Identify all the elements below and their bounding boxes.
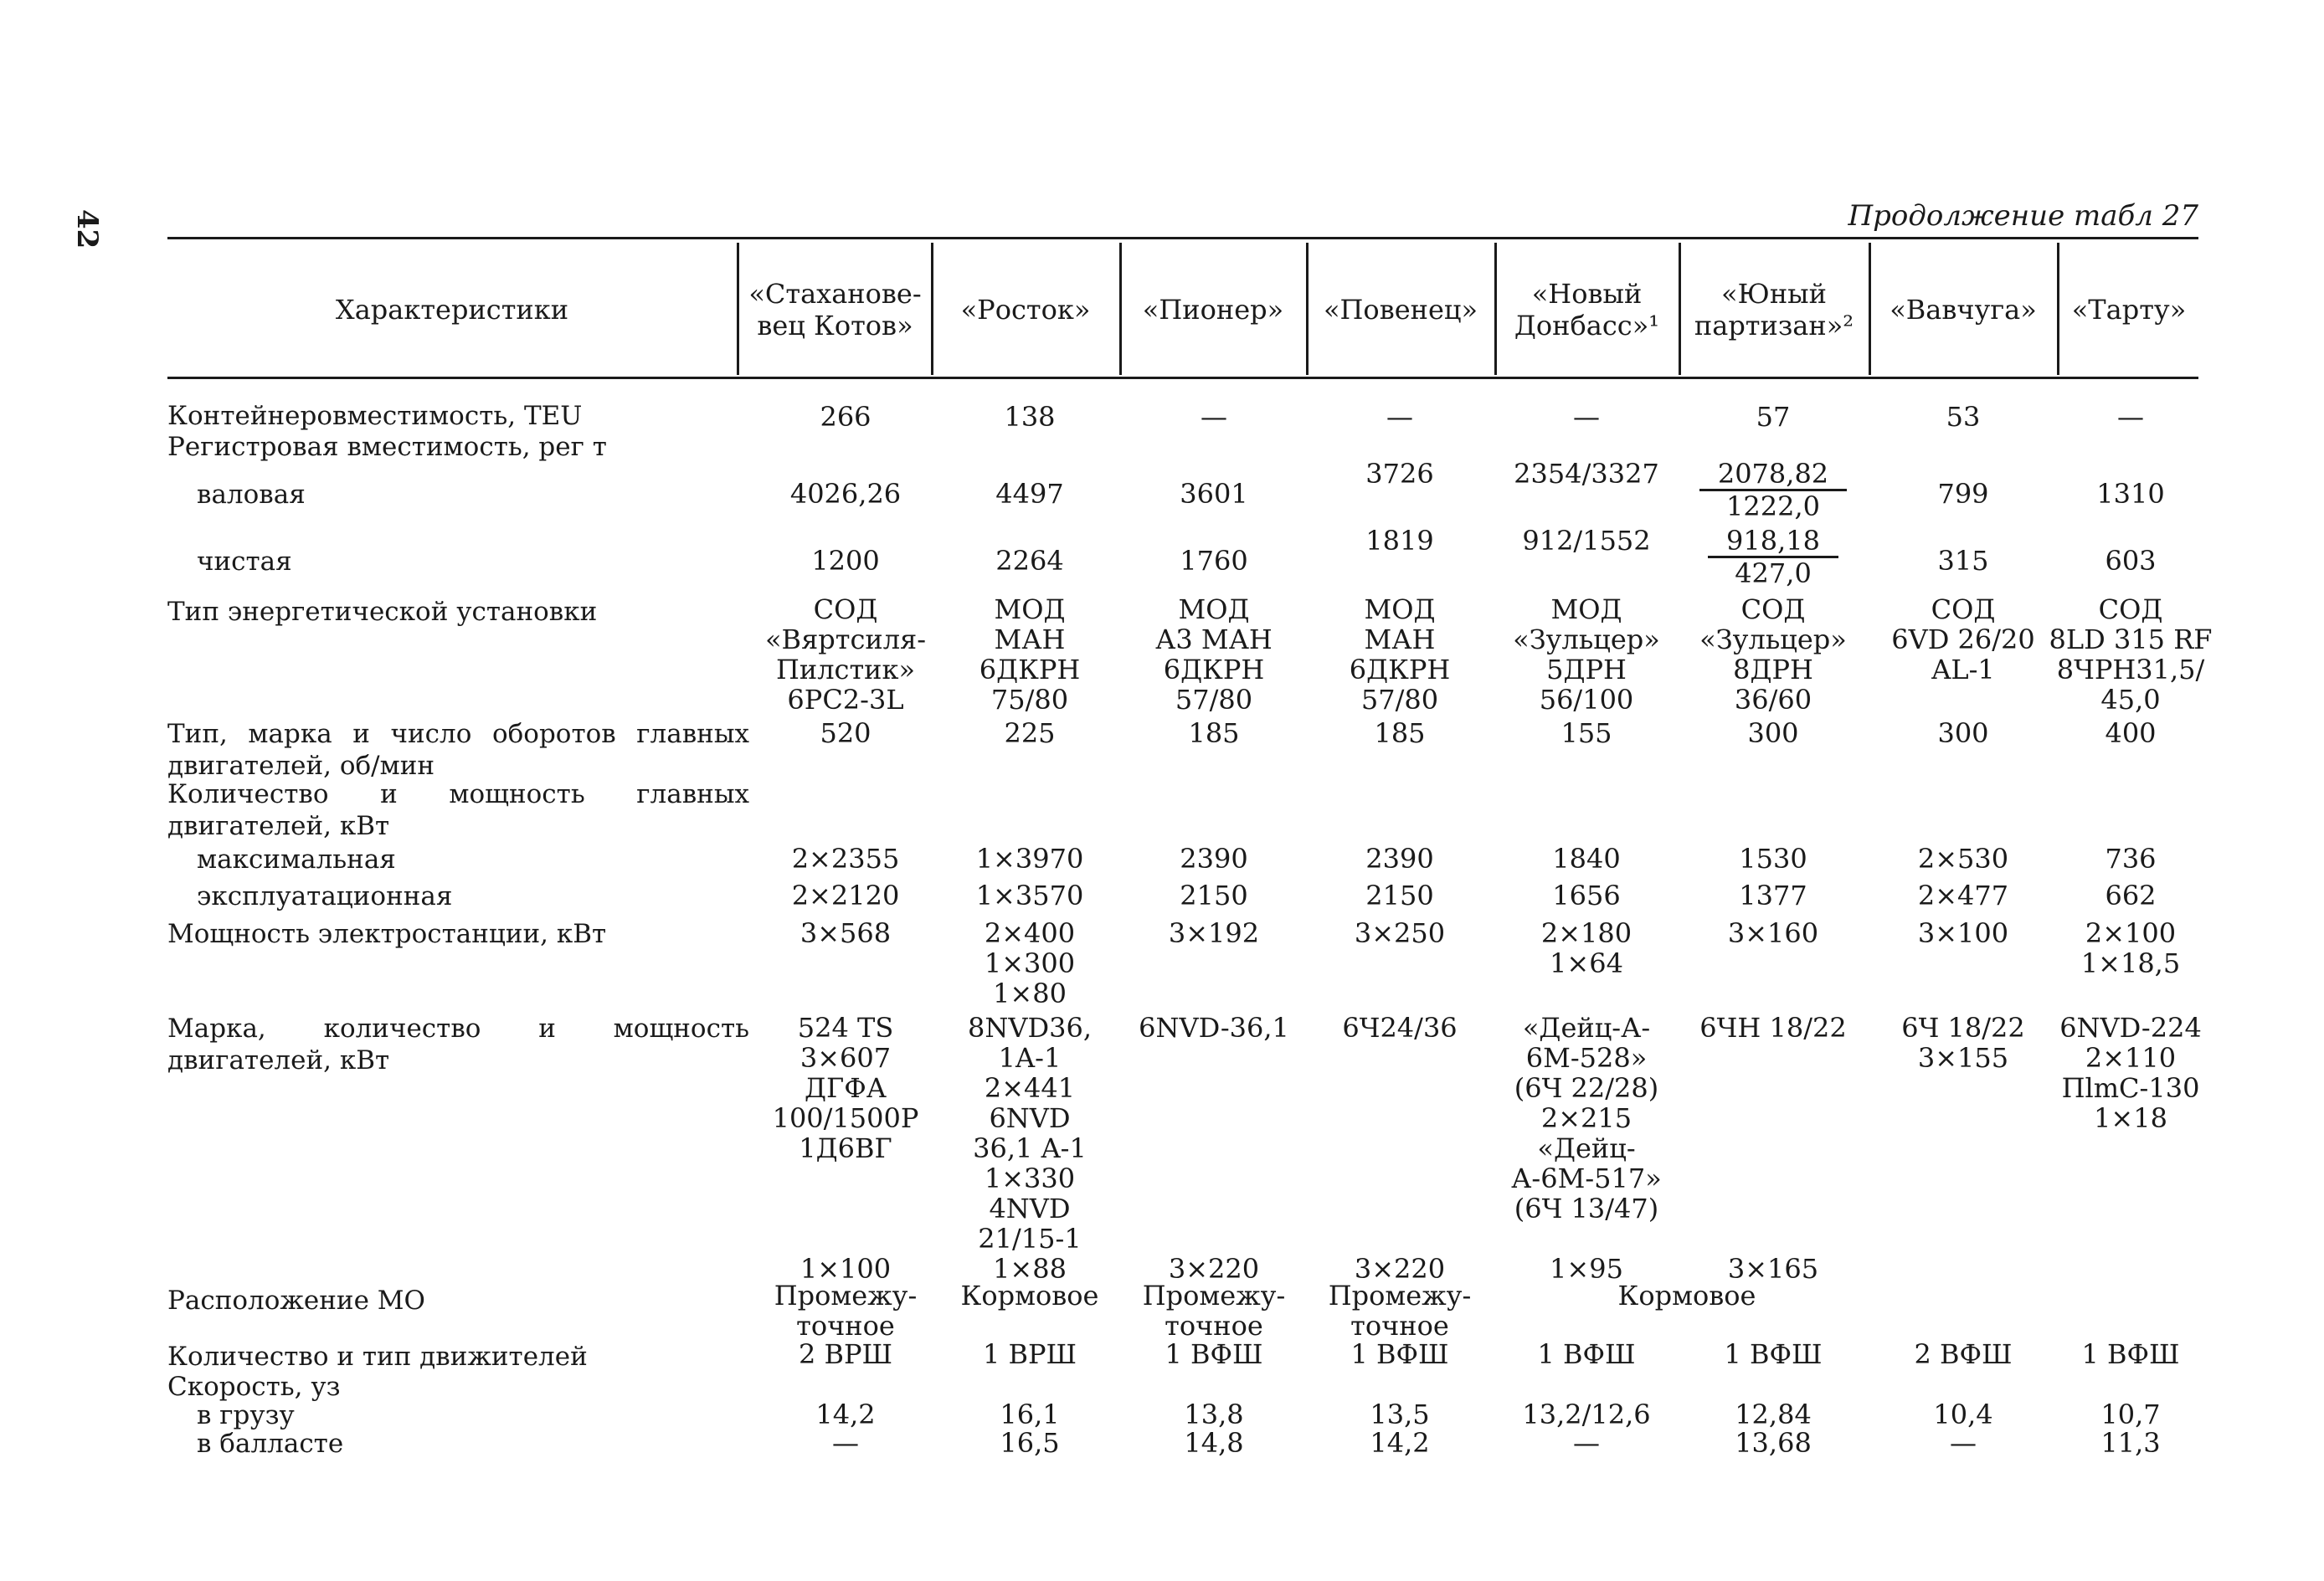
cell-power_type-1: СОД «Вяртсиля- Пилстик» 6PC2-3L	[764, 593, 927, 716]
cell-max_power-6: 1530	[1739, 843, 1807, 875]
cell-rpm-2: 225	[1004, 717, 1056, 749]
cell-plant_power-7: 3×100	[1917, 917, 2009, 949]
cell-propulsors-3: 1 ВФШ	[1165, 1338, 1263, 1370]
cell-plant_power-6: 3×160	[1727, 917, 1819, 949]
cell-max_power-1: 2×2355	[791, 843, 900, 875]
cell-max_power-2: 1×3970	[975, 843, 1084, 875]
row-label-power_type: Тип энергетической установки	[167, 597, 598, 627]
cell-engines-1: 524 TS 3×607 ДГФА 100/1500Р 1Д6ВГ 1×100	[772, 1012, 919, 1285]
cell-gross-5: 2354/3327	[1514, 458, 1659, 490]
cell-net-6	[1681, 526, 1865, 588]
header-ship-3: «Пионер»	[1142, 294, 1284, 326]
cell-oper_power-2: 1×3570	[975, 880, 1084, 911]
cell-propulsors-7: 2 ВФШ	[1914, 1338, 2013, 1370]
header-ship-7: «Вавчуга»	[1890, 294, 2037, 326]
row-label-max_power: максимальная	[197, 844, 396, 875]
cell-max_power-3: 2390	[1180, 843, 1248, 875]
cell-rpm-7: 300	[1937, 717, 1989, 749]
cell-oper_power-8: 662	[2105, 880, 2157, 911]
cell-containers-7: 53	[1946, 401, 1981, 433]
cell-gross-2: 4497	[995, 478, 1064, 510]
net-denominator: 427,0	[1735, 557, 1812, 589]
cell-propulsors-4: 1 ВФШ	[1350, 1338, 1449, 1370]
row-label-ballast: в балласте	[197, 1429, 344, 1459]
row-label-oper_power: эксплуатационная	[197, 881, 453, 911]
cell-propulsors-8: 1 ВФШ	[2081, 1338, 2180, 1370]
cell-laden-1: 14,2	[815, 1399, 876, 1430]
cell-oper_power-1: 2×2120	[791, 880, 900, 911]
cell-engine_room-1: Промежу- точное	[774, 1280, 918, 1342]
cell-gross-8: 1310	[2096, 478, 2165, 510]
cell-power_type-2: МОД МАН 6ДКРН 75/80	[979, 593, 1081, 716]
cell-laden-6: 12,84	[1735, 1399, 1812, 1430]
row-label-net: чистая	[197, 547, 292, 577]
cell-rpm-5: 155	[1560, 717, 1612, 749]
page-number: 42	[70, 209, 104, 249]
cell-containers-8: —	[2117, 401, 2144, 433]
cell-engines-8: 6NVD-224 2×110 ПlmС-130 1×18	[2059, 1012, 2202, 1134]
cell-propulsors-1: 2 ВРШ	[798, 1338, 893, 1370]
gross-numerator: 2078,82	[1699, 459, 1847, 491]
header-ship-1: «Стахановевец Котов»	[748, 278, 922, 341]
cell-engines-3: 6NVD-36,1 3×220	[1139, 1012, 1289, 1285]
cell-oper_power-5: 1656	[1552, 880, 1621, 911]
cell-engine_room-3: Промежу- точное	[1142, 1280, 1286, 1342]
cell-power_type-6: СОД «Зульцер» 8ДРН 36/60	[1699, 593, 1847, 716]
cell-oper_power-6: 1377	[1739, 880, 1807, 911]
row-label-gross: валовая	[197, 480, 306, 510]
row-label-speed: Скорость, уз	[167, 1372, 341, 1402]
row-label-engines: Марка, количество и мощность двигателей, кВт	[167, 1014, 749, 1075]
cell-laden-3: 13,8	[1184, 1399, 1244, 1430]
cell-plant_power-2: 2×400 1×300 1×80	[984, 917, 1076, 1009]
cell-ballast-1: —	[832, 1427, 859, 1459]
cell-max_power-7: 2×530	[1917, 843, 2009, 875]
cell-plant_power-3: 3×192	[1168, 917, 1260, 949]
column-divider	[737, 243, 739, 375]
cell-power_type-4: МОД МАН 6ДКРН 57/80	[1349, 593, 1451, 716]
table-caption: Продолжение табл 27	[1848, 199, 2198, 233]
cell-engine_room-2: Кормовое	[960, 1280, 1099, 1312]
cell-engines-4: 6Ч24/36 3×220	[1342, 1012, 1458, 1285]
cell-max_power-4: 2390	[1365, 843, 1434, 875]
cell-rpm-3: 185	[1188, 717, 1240, 749]
cell-ballast-5: —	[1573, 1427, 1600, 1459]
cell-laden-2: 16,1	[1000, 1399, 1060, 1430]
cell-net-2: 2264	[995, 545, 1064, 577]
row-label-containers: Контейнеровместимость, TEU	[167, 401, 583, 431]
cell-laden-5: 13,2/12,6	[1522, 1399, 1651, 1430]
cell-rpm-6: 300	[1747, 717, 1799, 749]
header-ship-2: «Росток»	[960, 294, 1091, 326]
cell-plant_power-5: 2×180 1×64	[1540, 917, 1632, 979]
cell-rpm-4: 185	[1374, 717, 1426, 749]
row-label-plant_power: Мощность электростанции, кВт	[167, 919, 607, 949]
header-ship-6: «Юный партизан»²	[1694, 278, 1854, 341]
cell-gross-6	[1681, 459, 1865, 521]
row-label-engine_room: Расположение МО	[167, 1286, 425, 1316]
cell-gross-1: 4026,26	[789, 478, 902, 510]
cell-ballast-8: 11,3	[2100, 1427, 2161, 1459]
row-label-propulsors: Количество и тип движителей	[167, 1342, 588, 1372]
cell-propulsors-5: 1 ВФШ	[1537, 1338, 1636, 1370]
header-bottom-rule	[167, 377, 2198, 379]
cell-containers-4: —	[1386, 401, 1413, 433]
cell-ballast-7: —	[1950, 1427, 1977, 1459]
cell-power_type-3: МОД А3 МАН 6ДКРН 57/80	[1155, 593, 1273, 716]
cell-max_power-8: 736	[2105, 843, 2157, 875]
header-characteristics: Характеристики	[335, 294, 569, 326]
cell-engines-6: 6ЧН 18/22 3×165	[1699, 1012, 1847, 1285]
cell-plant_power-4: 3×250	[1354, 917, 1446, 949]
cell-power_type-5: МОД «Зульцер» 5ДРН 56/100	[1513, 593, 1660, 716]
cell-oper_power-3: 2150	[1180, 880, 1248, 911]
cell-net-1: 1200	[811, 545, 880, 577]
cell-propulsors-6: 1 ВФШ	[1724, 1338, 1823, 1370]
cell-engines-2: 8NVD36, 1A-1 2×441 6NVD 36,1 A-1 1×330 4NVD 21/15-1 1×88	[967, 1012, 1092, 1285]
cell-plant_power-8: 2×100 1×18,5	[2080, 917, 2181, 979]
cell-net-7: 315	[1937, 545, 1989, 577]
cell-gross-3: 3601	[1180, 478, 1248, 510]
cell-max_power-5: 1840	[1552, 843, 1621, 875]
header-ship-4: «Повенец»	[1323, 294, 1478, 326]
cell-oper_power-4: 2150	[1365, 880, 1434, 911]
cell-power_type-8: СОД 8LD 315 RF 8ЧРН31,5/ 45,0	[2049, 593, 2213, 716]
cell-containers-6: 57	[1756, 401, 1791, 433]
cell-containers-2: 138	[1004, 401, 1056, 433]
gross-denominator: 1222,0	[1726, 490, 1820, 522]
header-ship-5: «Новый Донбасс»¹	[1514, 278, 1660, 341]
cell-propulsors-2: 1 ВРШ	[982, 1338, 1077, 1370]
cell-gross-7: 799	[1937, 478, 1989, 510]
cell-engines-7: 6Ч 18/22 3×155	[1901, 1012, 2025, 1074]
cell-engine_room-5: Кормовое	[1617, 1280, 1756, 1312]
cell-laden-4: 13,5	[1370, 1399, 1430, 1430]
cell-ballast-6: 13,68	[1735, 1427, 1812, 1459]
row-label-laden: в грузу	[197, 1400, 295, 1430]
cell-net-3: 1760	[1180, 545, 1248, 577]
net-numerator: 918,18	[1708, 526, 1838, 558]
cell-net-5: 912/1552	[1522, 525, 1651, 557]
row-label-register: Регистровая вместимость, рег т	[167, 432, 607, 462]
cell-laden-8: 10,7	[2100, 1399, 2161, 1430]
cell-laden-7: 10,4	[1933, 1399, 1993, 1430]
cell-containers-3: —	[1201, 401, 1227, 433]
cell-ballast-3: 14,8	[1184, 1427, 1244, 1459]
cell-containers-1: 266	[820, 401, 872, 433]
cell-oper_power-7: 2×477	[1917, 880, 2009, 911]
cell-engine_room-4: Промежу- точное	[1328, 1280, 1472, 1342]
cell-engines-5: «Дейц-А- 6М-528» (6Ч 22/28) 2×215 «Дейц- А-6М-517» (6Ч 13/47) 1×95	[1511, 1012, 1662, 1285]
row-label-rpm: Тип, марка и число оборотов главных двигателей, об/мин	[167, 719, 749, 781]
cell-gross-4: 3726	[1365, 458, 1434, 490]
table-top-rule	[167, 237, 2198, 239]
cell-ballast-2: 16,5	[1000, 1427, 1060, 1459]
cell-containers-5: —	[1573, 401, 1600, 433]
cell-plant_power-1: 3×568	[800, 917, 892, 949]
cell-rpm-1: 520	[820, 717, 872, 749]
row-label-main_power: Количество и мощность главных двигателей, кВт	[167, 779, 749, 841]
header-ship-8: «Тарту»	[2071, 294, 2187, 326]
cell-net-4: 1819	[1365, 525, 1434, 557]
cell-rpm-8: 400	[2105, 717, 2157, 749]
cell-net-8: 603	[2105, 545, 2157, 577]
cell-power_type-7: СОД 6VD 26/20 AL-1	[1891, 593, 2035, 685]
cell-ballast-4: 14,2	[1370, 1427, 1430, 1459]
